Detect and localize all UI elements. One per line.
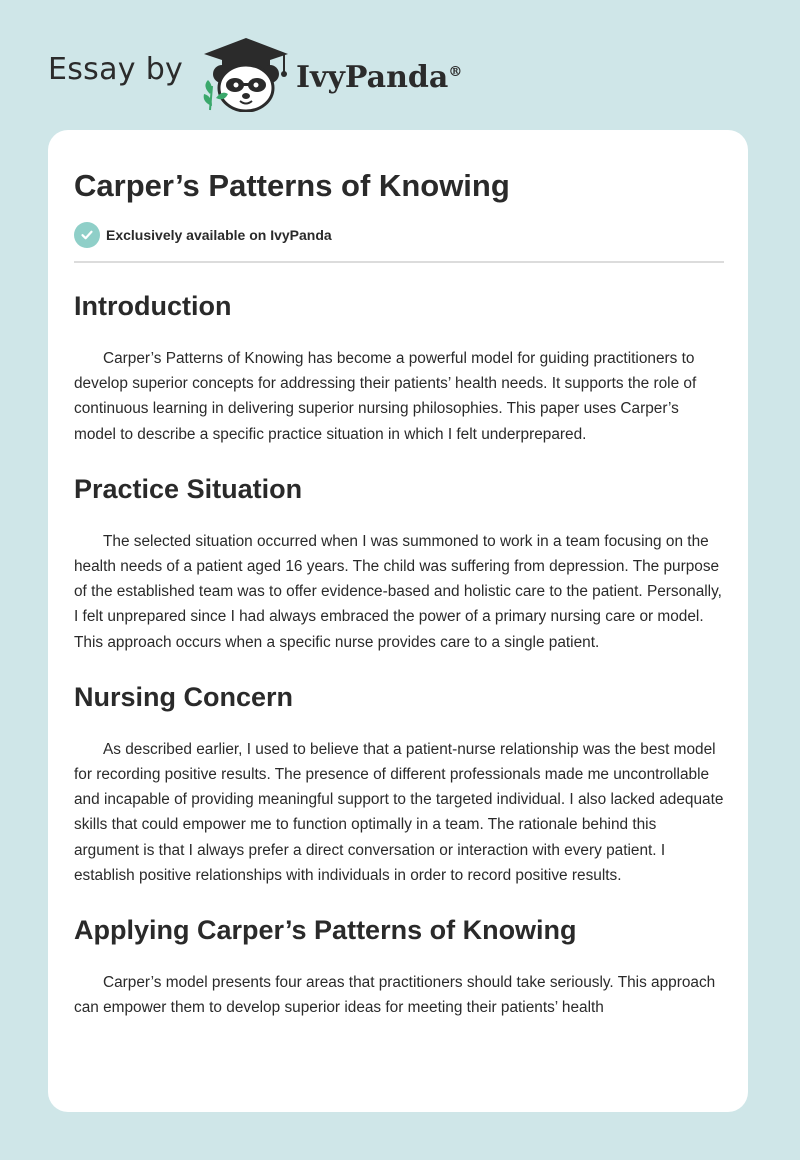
site-header: [0, 0, 800, 120]
title-divider: [74, 261, 724, 263]
section-applying-carpers-patterns: [74, 900, 724, 1020]
section-heading: Introduction: [74, 291, 232, 321]
exclusive-badge: [74, 222, 332, 248]
essay-by-label: Essay by: [48, 52, 184, 87]
exclusive-label: Exclusively available on IvyPanda: [106, 227, 332, 243]
registered-mark: ®: [448, 64, 463, 80]
section-heading: Practice Situation: [74, 473, 303, 504]
section-paragraph: Carper’s model presents four areas that practitioners should take seriously. This approach can empower them to develop superior ideas for meeting their patients’ health: [74, 974, 716, 1017]
section-nursing-concern: [74, 667, 724, 888]
section-paragraph: Carper’s Patterns of Knowing has become a powerful model for guiding practitioners to develop superior concepts for addressing their patients’ health needs. It supports the role of continuous learning in delivering superior nursing philosophies. This paper uses Carper’s model to describe a specific practice situation in which I felt underprepared.: [74, 350, 697, 443]
section-heading: Nursing Concern: [74, 681, 294, 712]
essay-body: [74, 276, 724, 1032]
essay-card: [48, 130, 748, 1112]
panda-graduate-icon[interactable]: [200, 36, 292, 112]
check-icon: [74, 222, 100, 248]
page-title: Carper’s Patterns of Knowing: [74, 168, 510, 203]
section-introduction: [74, 276, 724, 447]
section-heading: Applying Carper’s Patterns of Knowing: [74, 915, 577, 946]
brand-logo-text[interactable]: [296, 52, 462, 98]
section-paragraph: The selected situation occurred when I was summoned to work in a team focusing on the health needs of a patient aged 16 years. The child was suffering from depression. The purpose of the established team was to offer evidence-based and holistic care to the patient. Personally, I felt unprepared since I had always embraced the power of a primary nursing care or model. This approach occurs when a specific nurse provides care to a single patient.: [74, 532, 722, 651]
section-paragraph: As described earlier, I used to believe that a patient-nurse relationship was the best model for recording positive results. The presence of different professionals made me uncontrollable and incapable of providing meaningful support to the targeted individual. I also lacked adequate skills that could empower me to function optimally in a team. The rationale behind this argument is that I always prefer a direct conversation or interaction with every patient. I establish positive relationships with individuals in order to record positive results.: [74, 740, 724, 884]
section-practice-situation: [74, 459, 724, 655]
brand-name: IvyPanda: [296, 60, 449, 95]
